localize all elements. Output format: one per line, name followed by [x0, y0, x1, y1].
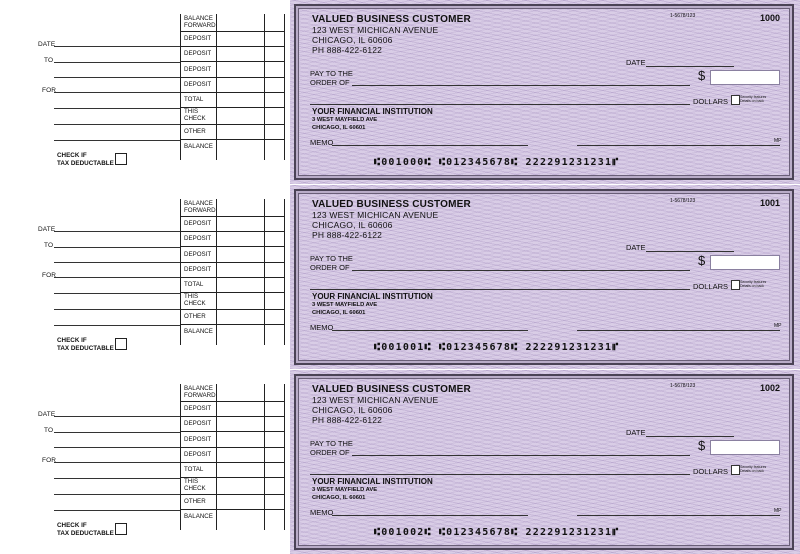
lock-icon	[731, 280, 740, 290]
lock-icon	[731, 95, 740, 105]
ledger-deposit-label: DEPOSIT	[184, 405, 212, 412]
check-date-label: DATE	[626, 243, 646, 252]
stub-date-line[interactable]	[54, 46, 180, 47]
stub-to-line[interactable]	[54, 432, 180, 433]
check-row	[0, 370, 800, 554]
check-number: 1002	[759, 383, 780, 393]
ledger-border-right	[284, 14, 285, 160]
check-stub	[0, 185, 290, 369]
bank-name: YOUR FINANCIAL INSTITUTION	[312, 477, 433, 486]
check-body	[290, 370, 800, 554]
security-note: Security features Details on back	[740, 465, 767, 473]
check-body	[290, 185, 800, 369]
tax-deductable-label: CHECK IF TAX DEDUCTABLE	[57, 522, 114, 537]
ledger-row-line	[180, 246, 284, 247]
ledger-row-line	[180, 262, 284, 263]
ledger-balance-forward-label: BALANCE FORWARD	[184, 200, 216, 214]
written-amount-field[interactable]	[310, 474, 690, 475]
ledger-deposit-label: DEPOSIT	[184, 451, 212, 458]
ledger-border-right	[284, 384, 285, 530]
bank-address-2: CHICAGO, IL 60601	[312, 310, 366, 316]
payee-field[interactable]	[352, 85, 690, 86]
ledger-other-label: OTHER	[184, 128, 206, 135]
customer-phone: PH 888-422-6122	[312, 415, 383, 425]
ledger-deposit-label: DEPOSIT	[184, 420, 212, 427]
stub-date-line[interactable]	[54, 231, 180, 232]
ledger-total-label: TOTAL	[184, 96, 204, 103]
customer-name: VALUED BUSINESS CUSTOMER	[312, 14, 471, 25]
ledger-row-line	[180, 416, 284, 417]
security-note: Security features Details on back	[740, 280, 767, 288]
dollar-sign: $	[698, 68, 706, 83]
ledger-total-label: TOTAL	[184, 281, 204, 288]
micr-line: ⑆001002⑆ ⑆012345678⑆ 222291231231⑈	[374, 527, 620, 538]
micr-line: ⑆001001⑆ ⑆012345678⑆ 222291231231⑈	[374, 342, 620, 353]
ledger-row-line	[180, 431, 284, 432]
check-row	[0, 185, 800, 369]
check-stub	[0, 0, 290, 184]
ledger-deposit-label: DEPOSIT	[184, 235, 212, 242]
stub-for-line-4[interactable]	[54, 140, 180, 141]
stub-for-line-3[interactable]	[54, 309, 180, 310]
ledger-row-line	[180, 92, 284, 93]
pay-to-label: PAY TO THE ORDER OF	[310, 69, 353, 87]
routing-fraction: 1-5678/123	[670, 13, 696, 19]
mp-label: MP	[774, 508, 782, 514]
customer-address-2: CHICAGO, IL 60606	[312, 405, 393, 415]
stub-to-line[interactable]	[54, 247, 180, 248]
bank-address-2: CHICAGO, IL 60601	[312, 125, 366, 131]
payee-field[interactable]	[352, 455, 690, 456]
customer-phone: PH 888-422-6122	[312, 45, 383, 55]
lock-icon	[731, 465, 740, 475]
ledger-balance-forward-label: BALANCE FORWARD	[184, 15, 216, 29]
ledger-deposit-label: DEPOSIT	[184, 266, 212, 273]
check-date-field[interactable]	[646, 436, 734, 437]
stub-to-label: TO	[44, 427, 54, 434]
stub-to-line-2[interactable]	[54, 262, 180, 263]
stub-to-line[interactable]	[54, 62, 180, 63]
ledger-row-line	[180, 61, 284, 62]
check-date-label: DATE	[626, 428, 646, 437]
ledger-this-check-label: THIS CHECK	[184, 293, 206, 307]
ledger-border-right	[284, 199, 285, 345]
routing-fraction: 1-5678/123	[670, 198, 696, 204]
ledger-row-line	[180, 216, 284, 217]
ledger-balance-label: BALANCE	[184, 328, 213, 335]
routing-fraction: 1-5678/123	[670, 383, 696, 389]
ledger-balance-label: BALANCE	[184, 143, 213, 150]
security-note: Security features Details on back	[740, 95, 767, 103]
mp-label: MP	[774, 138, 782, 144]
ledger-deposit-label: DEPOSIT	[184, 35, 212, 42]
customer-address-2: CHICAGO, IL 60606	[312, 35, 393, 45]
customer-address-1: 123 WEST MICHICAN AVENUE	[312, 395, 439, 405]
tax-deductable-checkbox[interactable]	[115, 153, 127, 165]
stub-for-line[interactable]	[54, 92, 180, 93]
ledger-this-check-label: THIS CHECK	[184, 478, 206, 492]
ledger-row-line	[180, 31, 284, 32]
ledger-row-line	[180, 77, 284, 78]
pay-to-label: PAY TO THE ORDER OF	[310, 439, 353, 457]
check-number: 1001	[759, 198, 780, 208]
ledger-row-line	[180, 462, 284, 463]
stub-date-line[interactable]	[54, 416, 180, 417]
stub-for-label: FOR	[42, 87, 57, 94]
amount-field[interactable]	[710, 70, 780, 85]
tax-deductable-label: CHECK IF TAX DEDUCTABLE	[57, 337, 114, 352]
ledger-balance-forward-label: BALANCE FORWARD	[184, 385, 216, 399]
stub-to-label: TO	[44, 57, 54, 64]
check-row	[0, 0, 800, 184]
bank-address-1: 3 WEST MAYFIELD AVE	[312, 487, 378, 493]
stub-to-line-2[interactable]	[54, 77, 180, 78]
stub-to-line-2[interactable]	[54, 447, 180, 448]
customer-name: VALUED BUSINESS CUSTOMER	[312, 199, 471, 210]
bank-address-1: 3 WEST MAYFIELD AVE	[312, 302, 378, 308]
memo-label: MEMO	[310, 138, 334, 147]
stub-for-line-4[interactable]	[54, 325, 180, 326]
written-amount-field[interactable]	[310, 104, 690, 105]
ledger-deposit-label: DEPOSIT	[184, 251, 212, 258]
micr-line: ⑆001000⑆ ⑆012345678⑆ 222291231231⑈	[374, 157, 620, 168]
check-date-field[interactable]	[646, 66, 734, 67]
stub-to-label: TO	[44, 242, 54, 249]
ledger-balance-label: BALANCE	[184, 513, 213, 520]
ledger-other-label: OTHER	[184, 313, 206, 320]
ledger-other-label: OTHER	[184, 498, 206, 505]
customer-name: VALUED BUSINESS CUSTOMER	[312, 384, 471, 395]
ledger-row-line	[180, 46, 284, 47]
memo-field[interactable]	[332, 145, 528, 146]
pay-to-label: PAY TO THE ORDER OF	[310, 254, 353, 272]
tax-deductable-checkbox[interactable]	[115, 338, 127, 350]
ledger-deposit-label: DEPOSIT	[184, 436, 212, 443]
stub-date-label: DATE	[38, 411, 56, 418]
ledger-row-line	[180, 494, 284, 495]
check-date-field[interactable]	[646, 251, 734, 252]
ledger-row-line	[180, 124, 284, 125]
ledger-row-line	[180, 231, 284, 232]
stub-for-line[interactable]	[54, 277, 180, 278]
memo-label: MEMO	[310, 508, 334, 517]
dollars-label: DOLLARS	[693, 282, 729, 291]
mp-label: MP	[774, 323, 782, 329]
dollars-label: DOLLARS	[693, 467, 729, 476]
check-date-label: DATE	[626, 58, 646, 67]
ledger-row-line	[180, 324, 284, 325]
memo-field[interactable]	[332, 330, 528, 331]
bank-address-1: 3 WEST MAYFIELD AVE	[312, 117, 378, 123]
tax-deductable-checkbox[interactable]	[115, 523, 127, 535]
ledger-row-line	[180, 309, 284, 310]
ledger-row-line	[180, 139, 284, 140]
memo-label: MEMO	[310, 323, 334, 332]
stub-for-line-3[interactable]	[54, 124, 180, 125]
signature-field[interactable]	[577, 145, 780, 146]
dollar-sign: $	[698, 438, 706, 453]
dollars-label: DOLLARS	[693, 97, 729, 106]
payee-field[interactable]	[352, 270, 690, 271]
stub-for-line-2[interactable]	[54, 108, 180, 109]
written-amount-field[interactable]	[310, 289, 690, 290]
stub-date-label: DATE	[38, 41, 56, 48]
stub-for-line[interactable]	[54, 462, 180, 463]
bank-name: YOUR FINANCIAL INSTITUTION	[312, 292, 433, 301]
check-number: 1000	[759, 13, 780, 23]
customer-phone: PH 888-422-6122	[312, 230, 383, 240]
ledger-deposit-label: DEPOSIT	[184, 50, 212, 57]
stub-for-label: FOR	[42, 457, 57, 464]
ledger-row-line	[180, 401, 284, 402]
ledger-total-label: TOTAL	[184, 466, 204, 473]
check-stub	[0, 370, 290, 554]
check-body	[290, 0, 800, 184]
signature-field[interactable]	[577, 515, 780, 516]
stub-date-label: DATE	[38, 226, 56, 233]
signature-field[interactable]	[577, 330, 780, 331]
stub-for-line-3[interactable]	[54, 494, 180, 495]
ledger-row-line	[180, 509, 284, 510]
amount-field[interactable]	[710, 440, 780, 455]
stub-for-label: FOR	[42, 272, 57, 279]
tax-deductable-label: CHECK IF TAX DEDUCTABLE	[57, 152, 114, 167]
stub-for-line-2[interactable]	[54, 478, 180, 479]
ledger-row-line	[180, 447, 284, 448]
stub-for-line-4[interactable]	[54, 510, 180, 511]
stub-for-line-2[interactable]	[54, 293, 180, 294]
customer-address-1: 123 WEST MICHICAN AVENUE	[312, 25, 439, 35]
bank-address-2: CHICAGO, IL 60601	[312, 495, 366, 501]
memo-field[interactable]	[332, 515, 528, 516]
ledger-row-line	[180, 277, 284, 278]
amount-field[interactable]	[710, 255, 780, 270]
dollar-sign: $	[698, 253, 706, 268]
customer-address-2: CHICAGO, IL 60606	[312, 220, 393, 230]
ledger-deposit-label: DEPOSIT	[184, 66, 212, 73]
ledger-this-check-label: THIS CHECK	[184, 108, 206, 122]
ledger-deposit-label: DEPOSIT	[184, 220, 212, 227]
bank-name: YOUR FINANCIAL INSTITUTION	[312, 107, 433, 116]
customer-address-1: 123 WEST MICHICAN AVENUE	[312, 210, 439, 220]
ledger-deposit-label: DEPOSIT	[184, 81, 212, 88]
